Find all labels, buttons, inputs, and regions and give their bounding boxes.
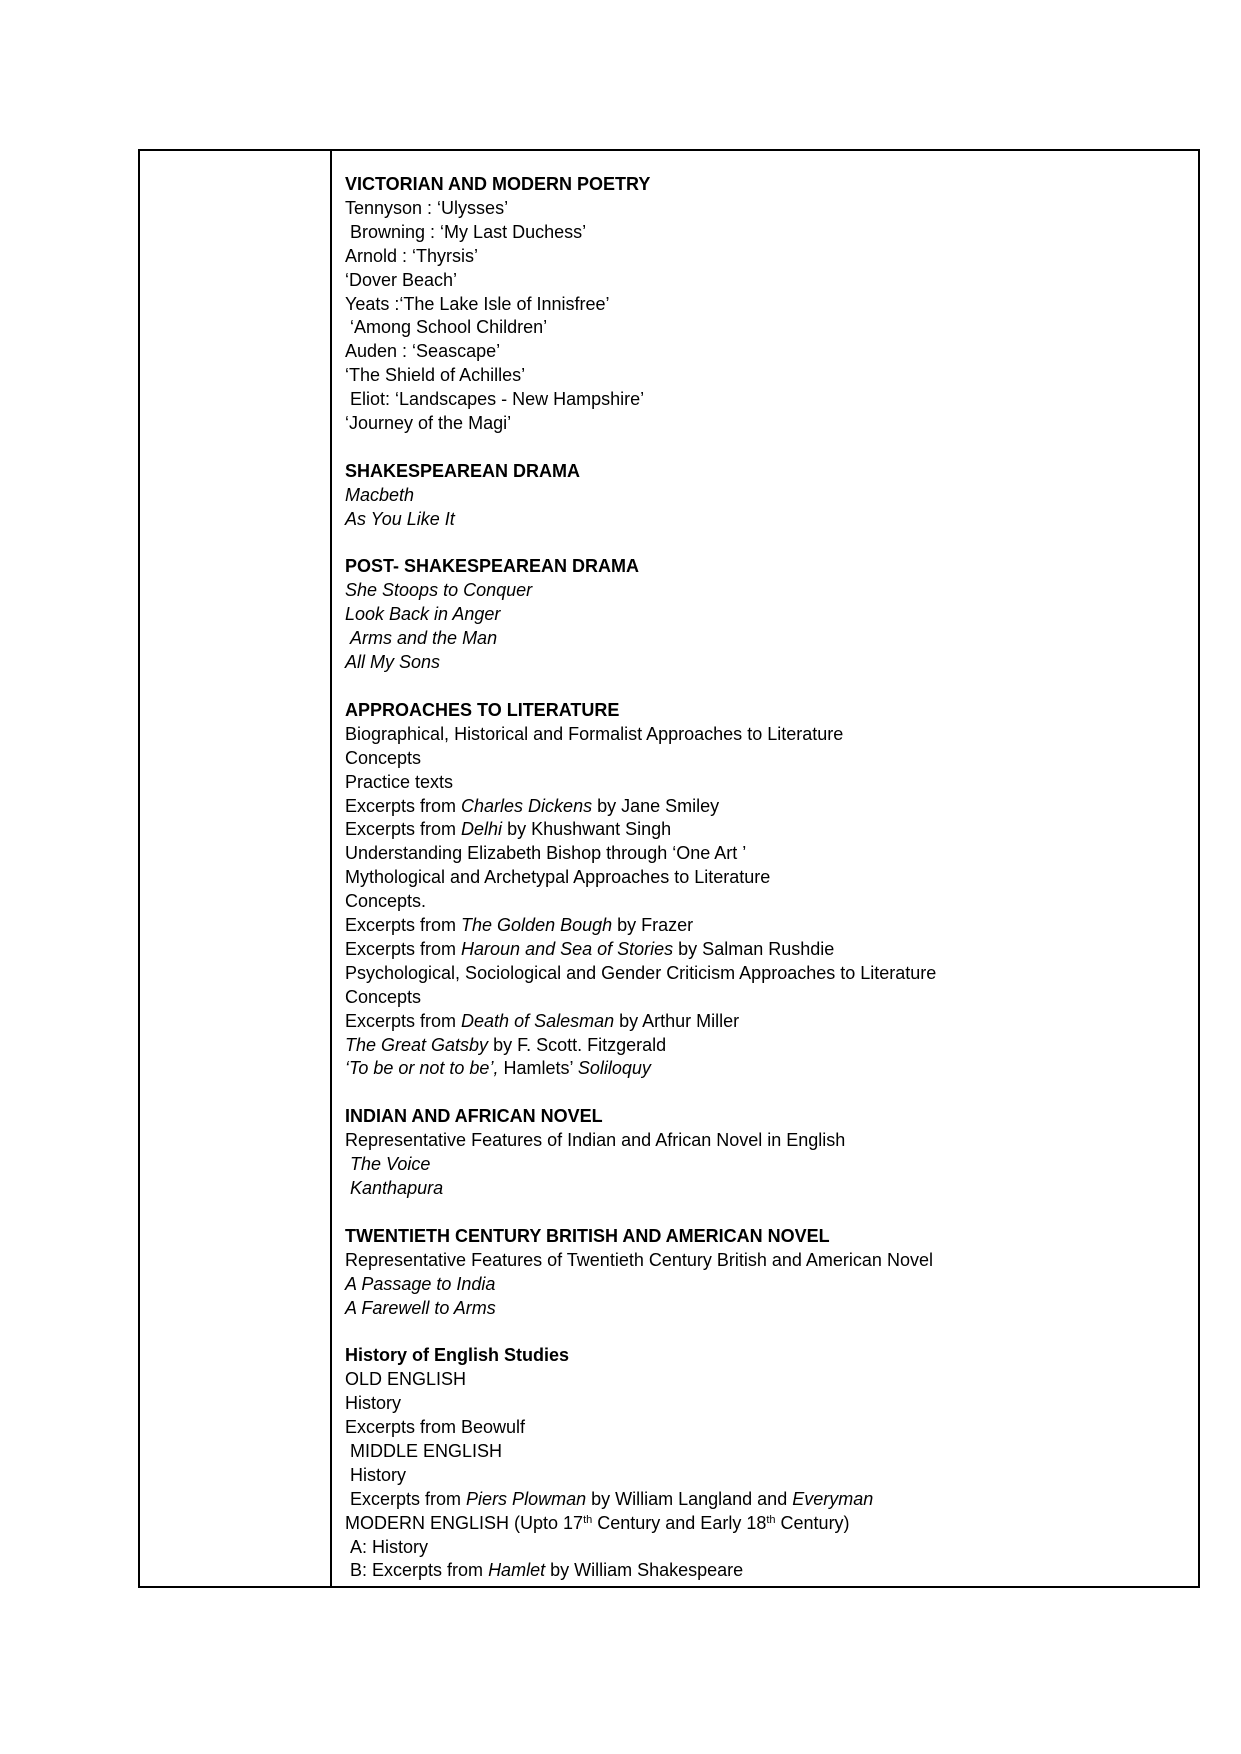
content-line (345, 1034, 1182, 1058)
plain-text: ‘Journey of the Magi’ (345, 413, 512, 434)
content-line (345, 603, 1182, 627)
content-line (345, 986, 1182, 1010)
section-spacer (345, 1081, 1182, 1105)
plain-text: MIDDLE ENGLISH (345, 1440, 503, 1461)
italic-text: The Voice (345, 1154, 431, 1175)
content-line (345, 890, 1182, 914)
italic-text: Death of Salesman (461, 1010, 615, 1031)
plain-text: Excerpts from (345, 1488, 467, 1509)
italic-text: ‘To be or not to be’, (345, 1058, 499, 1079)
superscript-text: th (766, 1513, 776, 1526)
plain-text: by William Shakespeare (545, 1560, 744, 1581)
plain-text: Concepts (345, 747, 422, 768)
plain-text: MODERN ENGLISH (Upto 17 (345, 1512, 584, 1533)
plain-text: by Arthur Miller (614, 1010, 740, 1031)
section-spacer (345, 1201, 1182, 1225)
content-line (345, 1464, 1182, 1488)
section-heading: History of English Studies (345, 1345, 570, 1366)
section-spacer (345, 436, 1182, 460)
plain-text: Century and Early 18 (592, 1512, 767, 1533)
content-line (345, 1297, 1182, 1321)
plain-text: B: Excerpts from (345, 1560, 489, 1581)
plain-text: Understanding Elizabeth Bishop through ‘One Art ’ (345, 843, 747, 864)
content-line (345, 914, 1182, 938)
plain-text: History (345, 1464, 407, 1485)
content-line (345, 364, 1182, 388)
italic-text: Everyman (792, 1488, 874, 1509)
italic-text: Delhi (461, 819, 503, 840)
syllabus-content-cell (332, 151, 1198, 1586)
plain-text: Excerpts from (345, 938, 462, 959)
plain-text: ‘The Shield of Achilles’ (345, 365, 526, 386)
plain-text: Representative Features of Twentieth Century British and American Novel (345, 1249, 933, 1270)
superscript-text: th (583, 1513, 593, 1526)
section-spacer (345, 1320, 1182, 1344)
italic-text: The Golden Bough (461, 915, 613, 936)
plain-text: by William Langland and (586, 1488, 793, 1509)
plain-text: Tennyson : ‘Ulysses’ (345, 197, 509, 218)
plain-text: Hamlets’ (498, 1058, 578, 1079)
content-line (345, 340, 1182, 364)
plain-text: by F. Scott. Fitzgerald (488, 1034, 667, 1055)
plain-text: Biographical, Historical and Formalist Approaches to Literature (345, 723, 844, 744)
content-line (345, 316, 1182, 340)
content-line (345, 627, 1182, 651)
content-line (345, 795, 1182, 819)
italic-text: Macbeth (345, 484, 415, 505)
content-line (345, 579, 1182, 603)
italic-text: Piers Plowman (466, 1488, 587, 1509)
plain-text: Arnold : ‘Thyrsis’ (345, 245, 479, 266)
plain-text: Auden : ‘Seascape’ (345, 341, 501, 362)
content-line (345, 747, 1182, 771)
content-line (345, 1129, 1182, 1153)
content-line (345, 269, 1182, 293)
italic-text: Hamlet (488, 1560, 546, 1581)
plain-text: Psychological, Sociological and Gender Criticism Approaches to Literature (345, 962, 937, 983)
plain-text: Practice texts (345, 771, 454, 792)
content-line (345, 1559, 1182, 1583)
plain-text: Excerpts from (345, 1010, 462, 1031)
plain-text: by Frazer (612, 915, 694, 936)
content-line (345, 938, 1182, 962)
plain-text: Excerpts from (345, 819, 462, 840)
content-line (345, 412, 1182, 436)
content-line (345, 484, 1182, 508)
content-line (345, 1010, 1182, 1034)
plain-text: by Khushwant Singh (502, 819, 672, 840)
content-line (345, 1416, 1182, 1440)
section-heading: POST- SHAKESPEAREAN DRAMA (345, 556, 640, 577)
plain-text: Yeats :‘The Lake Isle of Innisfree’ (345, 293, 610, 314)
content-line (345, 818, 1182, 842)
italic-text: Haroun and Sea of Stories (461, 938, 674, 959)
section-heading: APPROACHES TO LITERATURE (345, 699, 620, 720)
content-line (345, 293, 1182, 317)
italic-text: Arms and the Man (345, 628, 498, 649)
content-line (345, 771, 1182, 795)
plain-text: Century) (775, 1512, 850, 1533)
content-line (345, 1488, 1182, 1512)
section-heading: VICTORIAN AND MODERN POETRY (345, 174, 651, 194)
plain-text: by Salman Rushdie (673, 938, 835, 959)
plain-text: Excerpts from (345, 795, 462, 816)
plain-text: Representative Features of Indian and African Novel in English (345, 1130, 846, 1151)
content-line (345, 723, 1182, 747)
italic-text: All My Sons (345, 652, 441, 673)
plain-text: Browning : ‘My Last Duchess’ (345, 221, 587, 242)
content-line (345, 1249, 1182, 1273)
italic-text: Look Back in Anger (345, 604, 501, 625)
plain-text: ‘Among School Children’ (345, 317, 548, 338)
syllabus-table (138, 149, 1200, 1588)
section-spacer (345, 675, 1182, 699)
plain-text: Eliot: ‘Landscapes - New Hampshire’ (345, 389, 645, 410)
italic-text: Soliloquy (577, 1058, 651, 1079)
content-line (345, 221, 1182, 245)
plain-text: History (345, 1393, 402, 1414)
italic-text: Kanthapura (345, 1178, 444, 1198)
italic-text: The Great Gatsby (345, 1034, 489, 1055)
content-line (345, 508, 1182, 532)
italic-text: A Passage to India (345, 1273, 496, 1294)
section-heading: INDIAN AND AFRICAN NOVEL (345, 1106, 603, 1127)
content-line (345, 245, 1182, 269)
content-line (345, 1440, 1182, 1464)
content-line (345, 651, 1182, 675)
plain-text: Excerpts from Beowulf (345, 1417, 526, 1438)
content-line (345, 1512, 1182, 1536)
italic-text: Charles Dickens (461, 795, 593, 816)
section-spacer (345, 532, 1182, 556)
content-line (345, 866, 1182, 890)
italic-text: A Farewell to Arms (345, 1297, 496, 1318)
section-heading: TWENTIETH CENTURY BRITISH AND AMERICAN NOVEL (345, 1225, 830, 1246)
content-line (345, 197, 1182, 221)
section-heading: SHAKESPEAREAN DRAMA (345, 460, 581, 481)
content-line (345, 1177, 1182, 1201)
content-line (345, 1273, 1182, 1297)
plain-text: Concepts. (345, 891, 427, 912)
plain-text: Concepts (345, 986, 422, 1007)
content-line (345, 1153, 1182, 1177)
plain-text: A: History (345, 1536, 429, 1557)
plain-text: Mythological and Archetypal Approaches to Literature (345, 867, 771, 888)
content-line (345, 842, 1182, 866)
italic-text: She Stoops to Conquer (345, 580, 533, 601)
content-line (345, 1368, 1182, 1392)
content-line (345, 1536, 1182, 1560)
table-empty-cell (140, 151, 332, 1586)
content-line (345, 388, 1182, 412)
plain-text: by Jane Smiley (592, 795, 720, 816)
italic-text: As You Like It (345, 508, 455, 529)
plain-text: OLD ENGLISH (345, 1369, 467, 1390)
content-line (345, 962, 1182, 986)
plain-text: Excerpts from (345, 915, 462, 936)
plain-text: ‘Dover Beach’ (345, 269, 458, 290)
content-line (345, 1057, 1182, 1081)
content-line (345, 1392, 1182, 1416)
